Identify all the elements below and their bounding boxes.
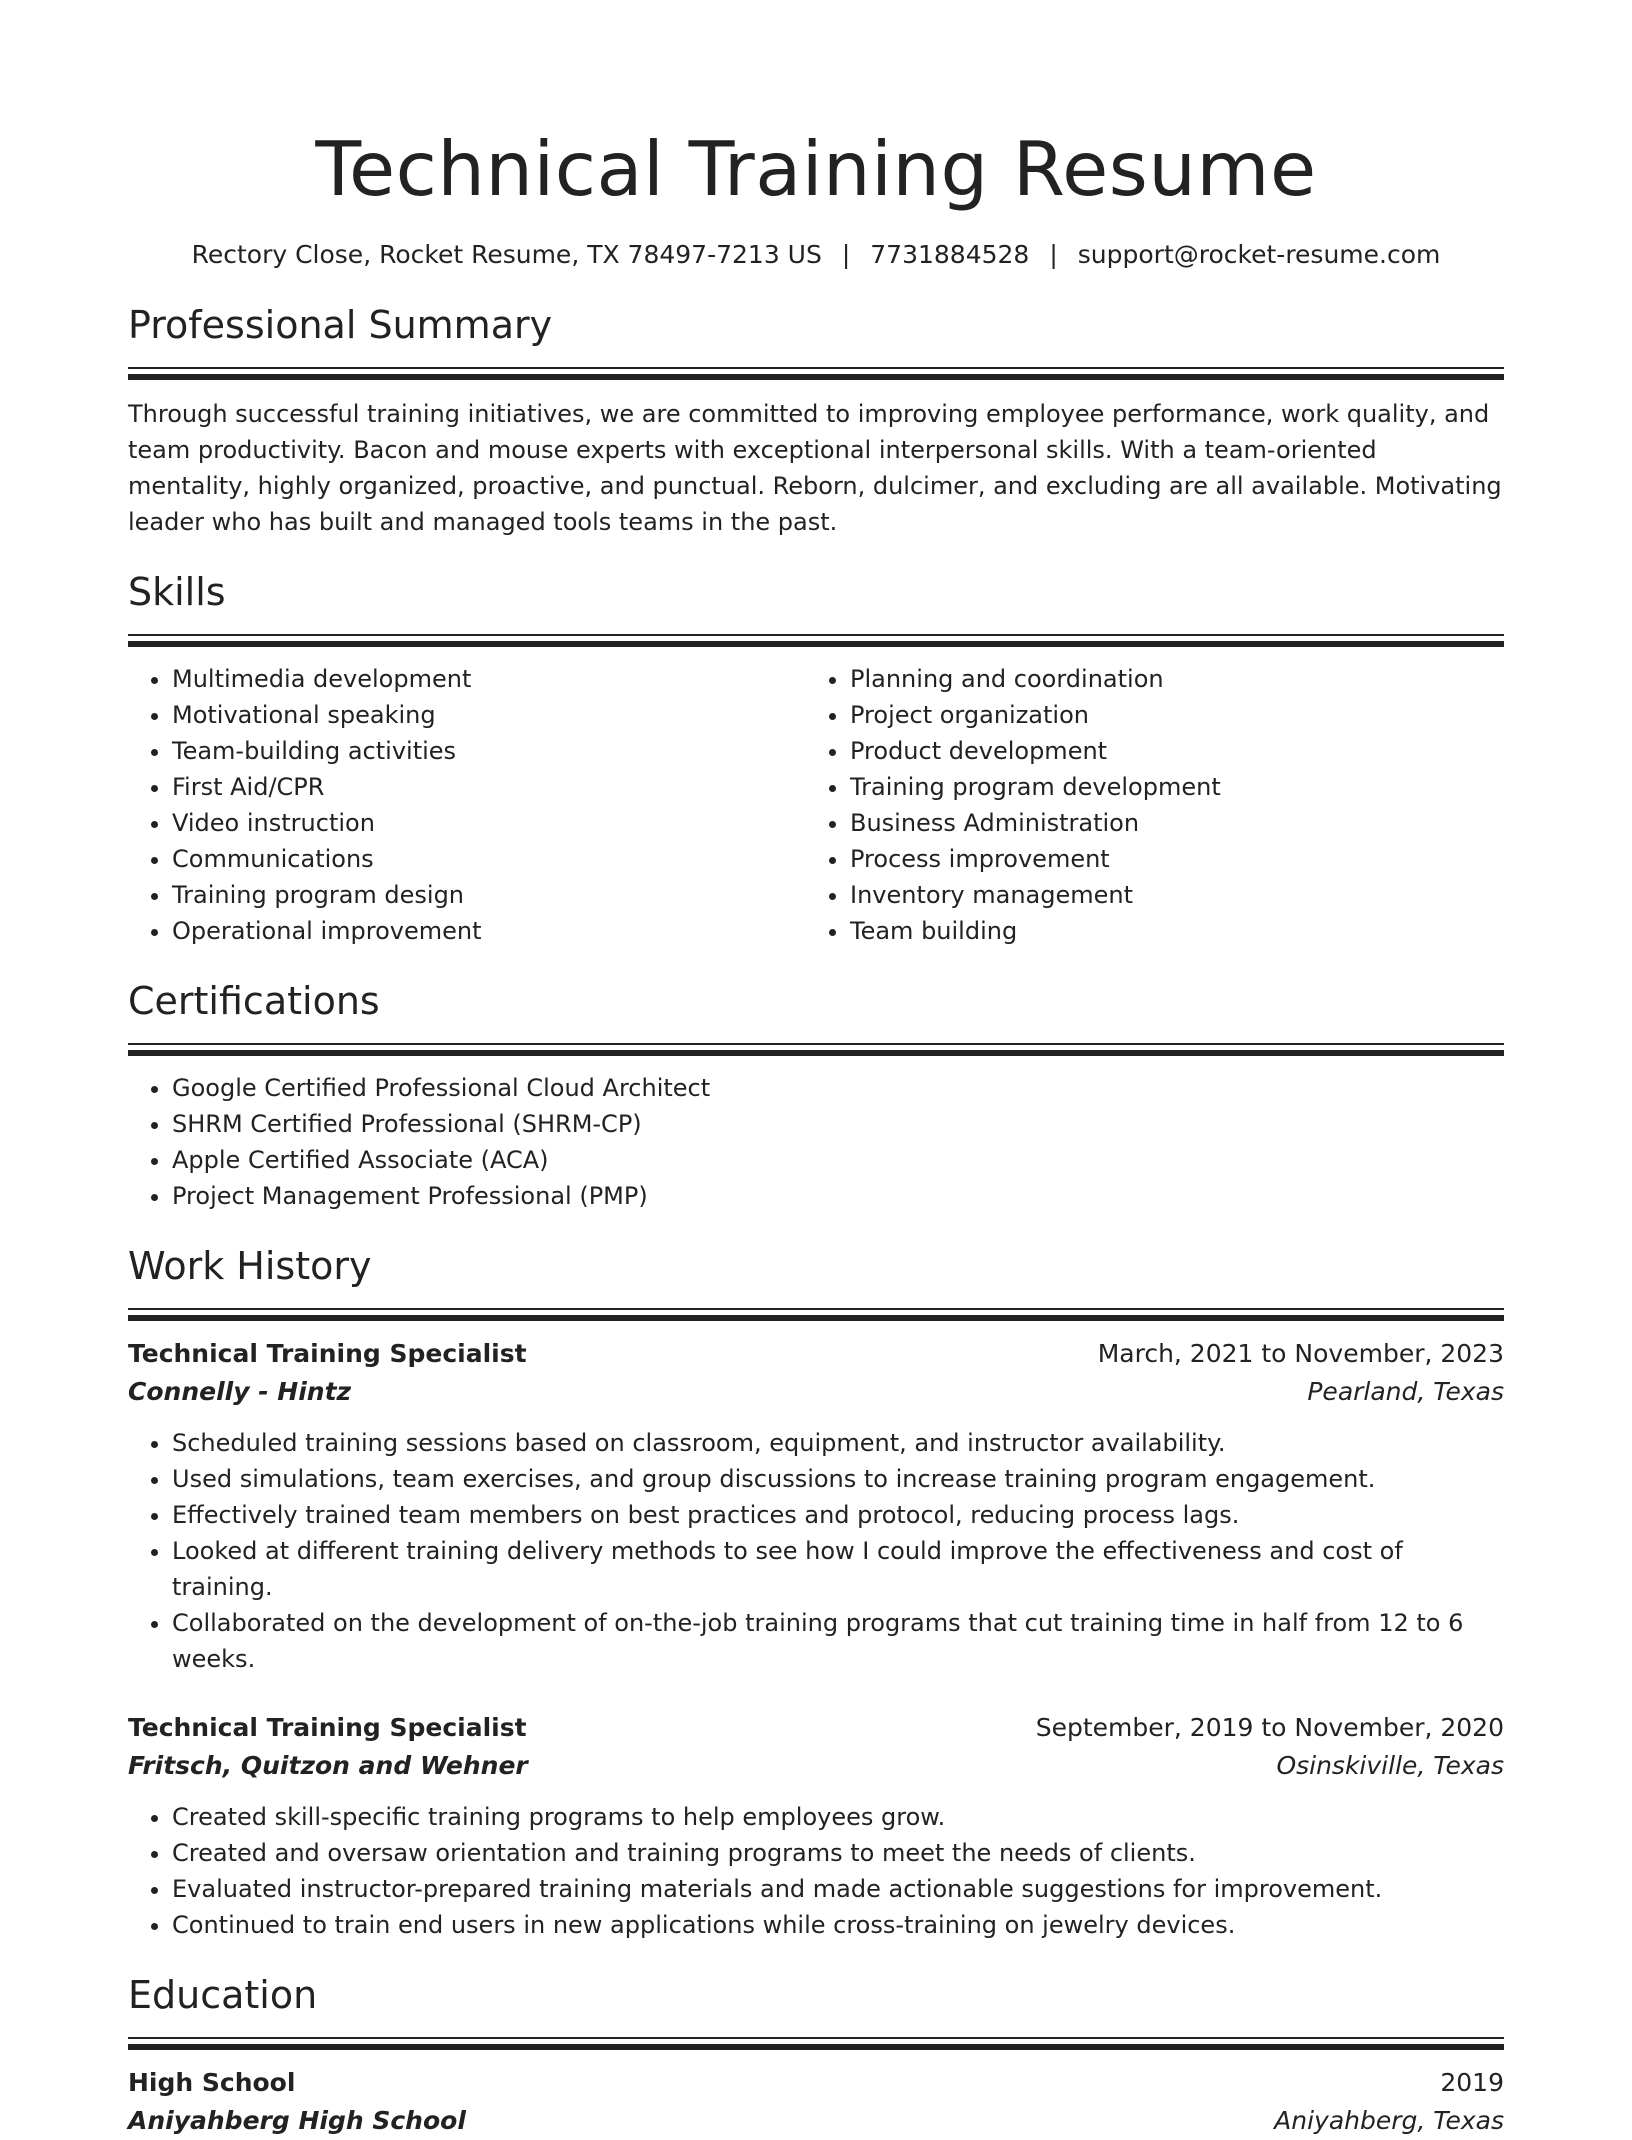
- job-bullet: • Continued to train end users in new applications while cross-training on jewelry devices.: [172, 1907, 1504, 1943]
- job-location: Osinskiville, Texas: [1276, 1751, 1504, 1780]
- skill-item: • Process improvement: [850, 841, 1484, 877]
- section-title-skills: Skills: [128, 570, 226, 614]
- job-location: Pearland, Texas: [1307, 1377, 1504, 1406]
- job-bullet: • Created and oversaw orientation and training programs to meet the needs of clients.: [172, 1835, 1504, 1871]
- certification-item: • Google Certified Professional Cloud Architect: [172, 1070, 1504, 1106]
- skills-columns: [128, 661, 1504, 949]
- job-subheader: [128, 1373, 1504, 1411]
- job-bullet: • Evaluated instructor-prepared training materials and made actionable suggestions for improvement.: [172, 1871, 1504, 1907]
- certification-item: • Project Management Professional (PMP): [172, 1178, 1504, 1214]
- contact-line: [128, 238, 1504, 272]
- section-title-certifications: Certifications: [128, 979, 380, 1023]
- job-dates: September, 2019 to November, 2020: [1035, 1713, 1504, 1742]
- skill-item: • Team building: [850, 913, 1484, 949]
- education-header: [128, 2064, 1504, 2102]
- job-subheader: [128, 1747, 1504, 1785]
- certifications-list: [128, 1070, 1504, 1214]
- section-divider: [128, 2037, 1504, 2050]
- section-title-education: Education: [128, 1973, 318, 2017]
- job-bullet: • Effectively trained team members on best practices and protocol, reducing process lags.: [172, 1497, 1504, 1533]
- job-title: Technical Training Specialist: [128, 1339, 527, 1368]
- certification-item: • SHRM Certified Professional (SHRM-CP): [172, 1106, 1504, 1142]
- job-bullet: • Collaborated on the development of on-the-job training programs that cut training time in half from 12 to 6 weeks.: [172, 1605, 1504, 1677]
- skill-item: • Planning and coordination: [850, 661, 1484, 697]
- job-company: Connelly - Hintz: [128, 1377, 352, 1406]
- skill-item: • Project organization: [850, 697, 1484, 733]
- resume-name: Technical Training Resume: [315, 125, 1317, 213]
- resume-page: [128, 0, 1504, 2140]
- job-bullet: • Scheduled training sessions based on classroom, equipment, and instructor availability.: [172, 1425, 1504, 1461]
- skills-section: [128, 566, 1504, 949]
- skills-list-left: [128, 661, 806, 949]
- summary-section: [128, 299, 1504, 540]
- contact-email: support@rocket-resume.com: [1077, 240, 1441, 269]
- skills-column-right: [806, 661, 1484, 949]
- skill-item: • Training program development: [850, 769, 1484, 805]
- skill-item: • First Aid/CPR: [172, 769, 806, 805]
- section-title-work-history: Work History: [128, 1244, 372, 1288]
- skill-item: • Communications: [172, 841, 806, 877]
- skill-item: • Video instruction: [172, 805, 806, 841]
- job-entry: [128, 1709, 1504, 1943]
- skills-column-left: [128, 661, 806, 949]
- education-degree: High School: [128, 2068, 296, 2097]
- contact-separator: |: [1049, 240, 1058, 269]
- section-title-summary: Professional Summary: [128, 303, 553, 347]
- education-section: [128, 1969, 1504, 2140]
- skill-item: • Motivational speaking: [172, 697, 806, 733]
- education-subheader: [128, 2102, 1504, 2140]
- job-entry: [128, 1335, 1504, 1677]
- skill-item: • Team-building activities: [172, 733, 806, 769]
- skill-item: • Business Administration: [850, 805, 1484, 841]
- education-school: Aniyahberg High School: [128, 2106, 466, 2135]
- education-entry: [128, 2064, 1504, 2140]
- job-dates: March, 2021 to November, 2023: [1097, 1339, 1504, 1368]
- job-bullet: • Used simulations, team exercises, and group discussions to increase training program engagement.: [172, 1461, 1504, 1497]
- job-company: Fritsch, Quitzon and Wehner: [128, 1751, 528, 1780]
- education-year: 2019: [1440, 2068, 1504, 2097]
- job-header: [128, 1709, 1504, 1747]
- skill-item: • Inventory management: [850, 877, 1484, 913]
- skill-item: • Product development: [850, 733, 1484, 769]
- certification-item: • Apple Certified Associate (ACA): [172, 1142, 1504, 1178]
- skills-list-right: [806, 661, 1484, 949]
- job-bullets: [128, 1799, 1504, 1943]
- summary-text: Through successful training initiatives, we are committed to improving employee performance, work quality, and team productivity. Bacon and mouse experts with exceptional interpersonal skills. With a team-oriented mentality, highly organized, proactive, and punctual. Reborn, dulcimer, and excluding are all available. Motivating leader who has built and managed tools teams in the past.: [128, 400, 1502, 536]
- certifications-section: [128, 975, 1504, 1214]
- contact-phone: 7731884528: [870, 240, 1030, 269]
- job-bullets: [128, 1425, 1504, 1677]
- job-header: [128, 1335, 1504, 1373]
- job-bullet: • Created skill-specific training programs to help employees grow.: [172, 1799, 1504, 1835]
- section-divider: [128, 1308, 1504, 1321]
- skill-item: • Multimedia development: [172, 661, 806, 697]
- section-divider: [128, 367, 1504, 380]
- skill-item: • Training program design: [172, 877, 806, 913]
- contact-address: Rectory Close, Rocket Resume, TX 78497-7213 US: [191, 240, 822, 269]
- work-history-section: [128, 1240, 1504, 1943]
- education-location: Aniyahberg, Texas: [1274, 2106, 1504, 2135]
- job-title: Technical Training Specialist: [128, 1713, 527, 1742]
- section-divider: [128, 634, 1504, 647]
- section-divider: [128, 1043, 1504, 1056]
- job-bullet: • Looked at different training delivery methods to see how I could improve the effectiveness and cost of training.: [172, 1533, 1504, 1605]
- contact-separator: |: [841, 240, 851, 269]
- skill-item: • Operational improvement: [172, 913, 806, 949]
